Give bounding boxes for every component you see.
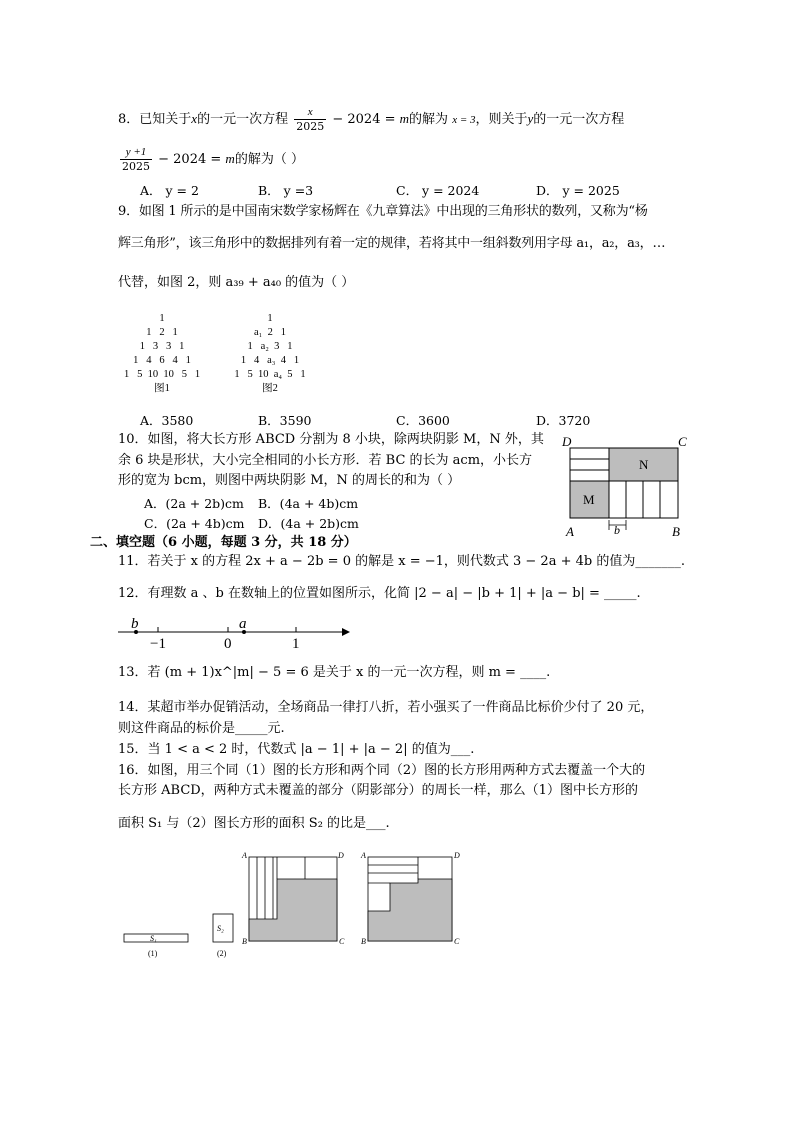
label-m: M [583,492,595,507]
label-b: B [672,524,680,539]
q9-option-b: B．3590 [258,413,312,428]
label-a: A [566,524,574,539]
q10-option-c: C．(2a + 4b)cm [144,516,245,531]
svg-text:B: B [361,937,366,946]
q15: 15．当 1 < a < 2 时，代数式 |a − 1| + |a − 2| 的值为___. [118,742,475,757]
section-2-heading: 二、填空题（6 小题，每题 3 分，共 18 分） [90,535,357,550]
label-n: N [639,457,649,472]
q10-line1: 10．如图，将大长方形 ABCD 分割为 8 小块，除两块阴影 M，N 外，其 [118,432,544,447]
q14-line2: 则这件商品的标价是_____元. [118,721,285,736]
svg-text:C: C [454,937,460,946]
q9-line3: 代替，如图 2，则 a₃₉ + a₄₀ 的值为（ ） [118,275,355,290]
q10-rectangle-figure [560,432,700,542]
point-b-label: b [131,616,139,632]
figure-1-caption: 图1 [154,383,170,394]
pascal-triangle-figure-2: 1 a₁ 2 1 1 a₂ 3 1 1 4 a₃ 4 1 1 5 10 a₄ 5 1 图2 [220,312,320,396]
svg-text:S₁: S₁ [150,934,157,943]
q16-line2: 长方形 ABCD，两种方式未覆盖的部分（阴影部分）的周长一样，那么（1）图中长方形的 [118,783,638,798]
q14-line1: 14．某超市举办促销活动，全场商品一律打八折，若小强买了一件商品比标价少付了 20 元， [118,700,654,715]
q8-option-c: C． y = 2024 [396,183,480,198]
q8-line2: $\frac{y +1}{2025}$ − 2024 = m的解为（ ） [122,146,304,173]
q12: 12．有理数 a 、b 在数轴上的位置如图所示，化简 |2 − a| − |b + 1| + |a − b| = _____. [118,586,641,601]
label-width-b: b [614,523,620,537]
label-d: D [562,434,572,449]
point-a-label: a [239,616,247,632]
svg-text:A: A [242,851,247,860]
svg-text:A: A [361,851,366,860]
pascal-triangle-figure-1: 1 1 2 1 1 3 3 1 1 4 6 4 1 1 5 10 10 5 1 图1 [112,312,212,396]
label-c: C [678,434,687,449]
fraction-y-2025: $\frac{y +1}{2025}$ [122,146,150,173]
tick-minus-1: −1 [150,636,166,652]
q8-line1: 8．已知关于x的一元一次方程 $\frac{x}{2025}$ − 2024 = m的解为 x = 3，则关于y的一元一次方程 [118,106,625,133]
svg-text:(2): (2) [217,949,227,958]
q16-line1: 16．如图，用三个同（1）图的长方形和两个同（2）图的长方形用两种方式去覆盖一个大的 [118,763,646,778]
q10-line2: 余 6 块是形状，大小完全相同的小长方形．若 BC 的长为 acm，小长方 [118,453,533,468]
q8-option-d: D． y = 2025 [536,183,620,198]
q8-option-b: B． y =3 [258,183,314,198]
number-line [118,612,358,652]
q13: 13．若 (m + 1)x^|m| − 5 = 6 是关于 x 的一元一次方程，则 m = ____. [118,665,551,680]
svg-text:D: D [454,851,460,860]
q10-option-b: B．(4a + 4b)cm [258,496,359,511]
q8-option-a: A． y = 2 [140,183,199,198]
q9-option-d: D．3720 [536,413,591,428]
svg-text:(1): (1) [148,949,158,958]
q9-option-a: A．3580 [140,413,194,428]
q9-line2: 辉三角形”，该三角形中的数据排列有着一定的规律，若将其中一组斜数列用字母 a₁，a₂，a₃，… [118,236,666,251]
q9-line1: 9．如图 1 所示的是中国南宋数学家杨辉在《九章算法》中出现的三角形状的数列，又称为“杨 [118,204,648,219]
q9-option-c: C．3600 [396,413,450,428]
svg-text:B: B [242,937,247,946]
q10-line3: 形的宽为 bcm，则图中两块阴影 M，N 的周长的和为（ ） [118,473,461,488]
svg-text:S₂: S₂ [217,924,224,933]
q10-option-a: A．(2a + 2b)cm [144,496,244,511]
q11: 11．若关于 x 的方程 2x + a − 2b = 0 的解是 x = −1，则代数式 3 − 2a + 4b 的值为_______. [118,554,685,569]
q10-option-d: D．(4a + 2b)cm [258,516,359,531]
q16-line3: 面积 S₁ 与（2）图长方形的面积 S₂ 的比是___. [118,816,390,831]
tick-1: 1 [292,636,300,652]
svg-text:D: D [338,851,344,860]
q16-figures [118,848,478,963]
tick-0: 0 [224,636,232,652]
fraction-x-2025: $\frac{x}{2025}$ [296,106,325,133]
figure-2-caption: 图2 [262,383,278,394]
svg-text:C: C [339,937,345,946]
